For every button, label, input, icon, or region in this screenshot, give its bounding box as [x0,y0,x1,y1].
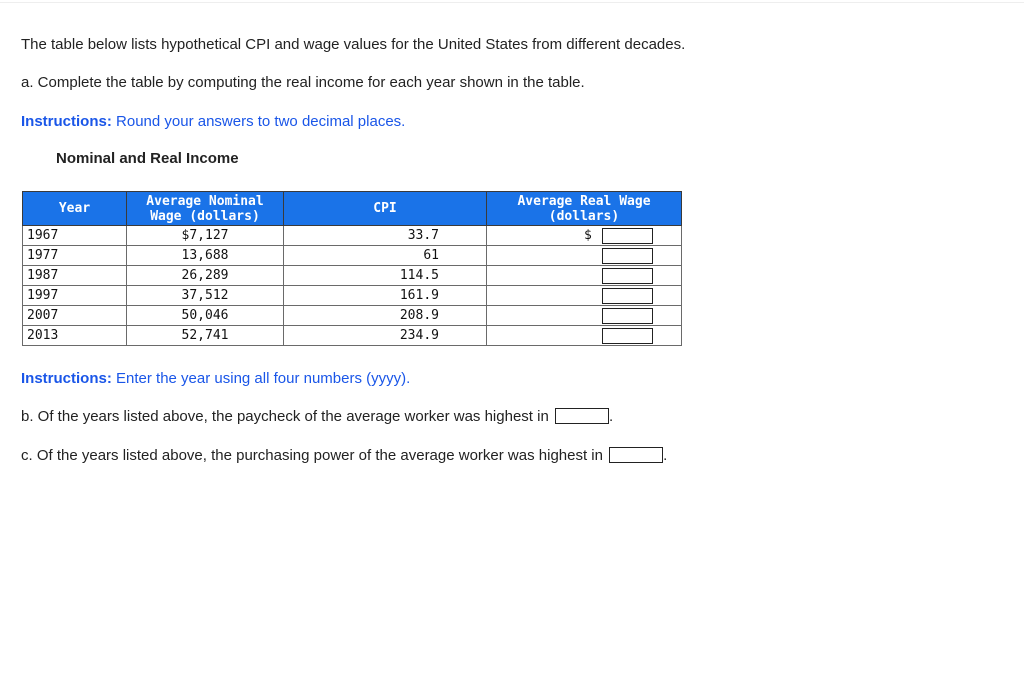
part-b-year-input[interactable] [555,408,609,424]
part-c-text: c. Of the years listed above, the purchasing power of the average worker was highest in [21,447,603,464]
cell-nominal-wage: 13,688 [127,246,284,266]
cell-cpi: 234.9 [284,326,487,346]
cell-cpi: 208.9 [284,306,487,326]
part-b-period: . [608,408,614,425]
cell-cpi: 161.9 [284,286,487,306]
real-wage-input-1977[interactable] [602,248,653,264]
header-year: Year [23,192,127,226]
instructions-label: Instructions: [21,113,112,130]
top-divider [0,2,1024,3]
cell-year: 1987 [23,266,127,286]
table-header-row [23,192,682,226]
cell-real-wage [487,266,682,286]
part-b-prompt [21,407,613,427]
cell-nominal-wage: 26,289 [127,266,284,286]
cell-real-wage [487,326,682,346]
header-cpi: CPI [284,192,487,226]
table-row [23,326,682,346]
header-real-wage: Average Real Wage (dollars) [487,192,682,226]
cell-nominal-wage: 50,046 [127,306,284,326]
cell-nominal-wage: $7,127 [127,226,284,246]
dollar-sign: $ [584,228,592,243]
intro-text: The table below lists hypothetical CPI and wage values for the United States from different decades. [21,36,686,53]
real-wage-input-1997[interactable] [602,288,653,304]
table-row [23,306,682,326]
cell-real-wage [487,306,682,326]
cell-year: 1997 [23,286,127,306]
part-c-period: . [663,447,668,464]
instructions-year-format [21,369,410,389]
header-nominal-wage: Average Nominal Wage (dollars) [127,192,284,226]
cell-year: 2013 [23,326,127,346]
real-wage-input-2013[interactable] [602,328,653,344]
cell-year: 1967 [23,226,127,246]
real-wage-input-1987[interactable] [602,268,653,284]
cell-nominal-wage: 37,512 [127,286,284,306]
real-wage-input-2007[interactable] [602,308,653,324]
table-row [23,286,682,306]
instructions-rounding [21,112,405,132]
instructions-label: Instructions: [21,370,112,387]
cell-cpi: 61 [284,246,487,266]
instructions-text: Round your answers to two decimal places. [116,113,406,130]
cell-real-wage [487,286,682,306]
cell-cpi: 114.5 [284,266,487,286]
part-a-prompt: a. Complete the table by computing the real income for each year shown in the table. [21,74,585,91]
table-row [23,226,682,246]
cell-year: 2007 [23,306,127,326]
real-wage-input-1967[interactable] [602,228,653,244]
cell-cpi: 33.7 [284,226,487,246]
table-title: Nominal and Real Income [56,150,239,167]
part-b-text: b. Of the years listed above, the paycheck of the average worker was highest in [21,408,549,425]
instructions-text: Enter the year using all four numbers (yyyy). [116,370,411,387]
table-row [23,266,682,286]
part-c-prompt [21,446,667,466]
income-table [22,191,682,346]
cell-real-wage [487,246,682,266]
cell-real-wage [487,226,682,246]
cell-nominal-wage: 52,741 [127,326,284,346]
cell-year: 1977 [23,246,127,266]
table-row [23,246,682,266]
part-c-year-input[interactable] [609,447,663,463]
